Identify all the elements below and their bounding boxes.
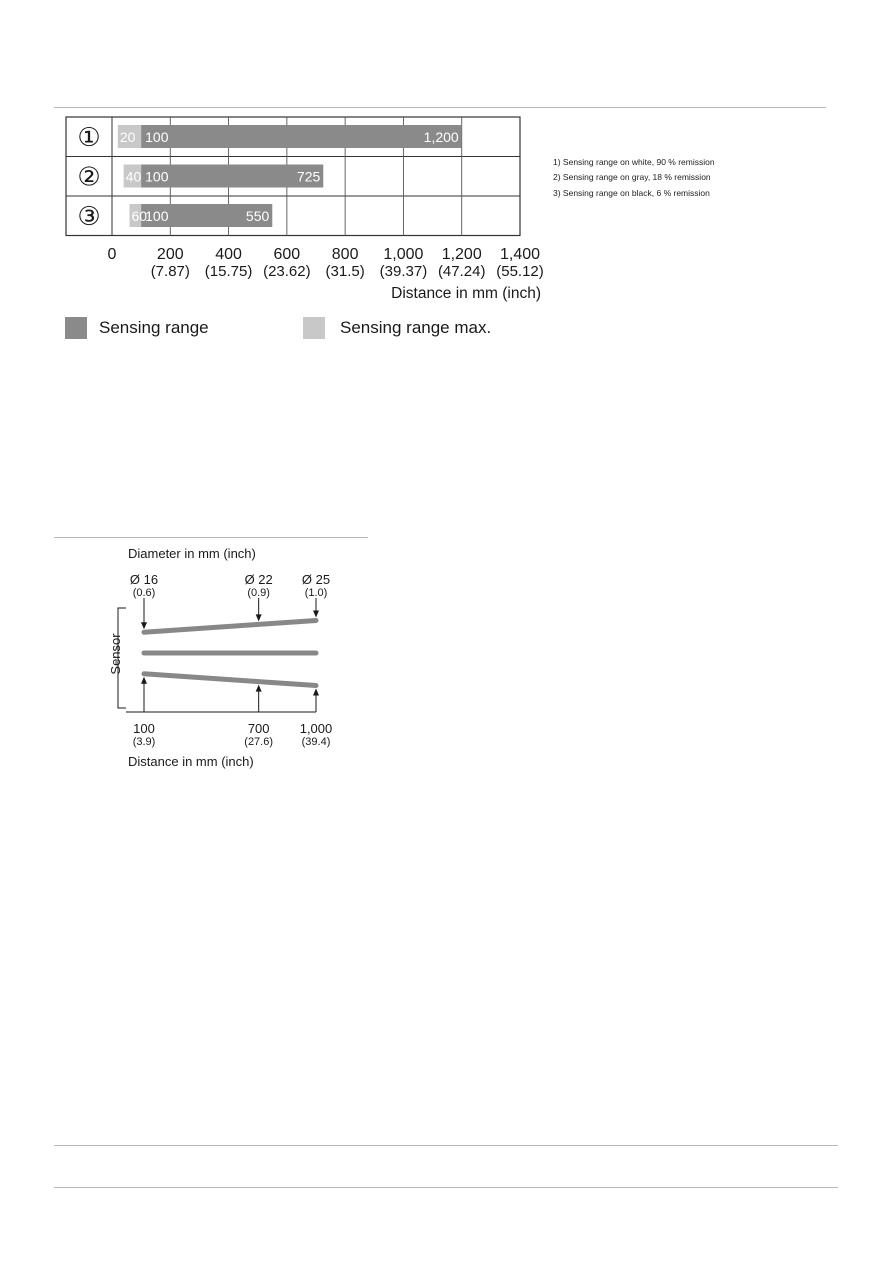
note-2: 2) Sensing range on gray, 18 % remission xyxy=(553,172,711,182)
distance-labels xyxy=(126,677,332,748)
row-marker: ② xyxy=(77,161,101,192)
x-tick-inch-label: (23.62) xyxy=(263,263,311,280)
x-tick-label: 1,400 xyxy=(499,246,541,263)
x-tick-label: 1,200 xyxy=(441,246,482,263)
distance-inch-label: (27.6) xyxy=(244,736,274,748)
x-tick-inch-label: (47.24) xyxy=(437,263,486,280)
legend-label-sensing-range: Sensing range xyxy=(99,318,209,337)
x-tick-inch-label: (31.5) xyxy=(325,263,365,280)
x-axis xyxy=(108,246,544,280)
note-1: 1) Sensing range on white, 90 % remission xyxy=(553,157,715,167)
bar-label-range-end: 1,200 xyxy=(423,128,459,145)
diameter-label: Ø 25 xyxy=(301,572,331,587)
bar-label-range-start: 100 xyxy=(145,168,169,185)
bar-label-max-start: 40 xyxy=(125,168,142,185)
row-marker: ③ xyxy=(77,200,101,231)
footer-rule-1 xyxy=(54,1145,838,1146)
distance-inch-label: (3.9) xyxy=(132,736,156,748)
distance-inch-label: (39.4) xyxy=(301,736,331,748)
beam-diameter-diagram xyxy=(0,530,892,830)
bar-label-range-end: 550 xyxy=(245,207,270,224)
diameter-arrowhead xyxy=(313,611,319,618)
x-tick-label: 0 xyxy=(107,246,117,263)
diameter-inch-label: (0.6) xyxy=(132,587,156,599)
sensor-label: Sensor xyxy=(108,633,123,675)
x-axis-label: Distance in mm (inch) xyxy=(391,285,541,302)
footer-rule-2 xyxy=(54,1187,838,1188)
distance-label: 1,000 xyxy=(299,721,333,736)
x-tick-inch-label: (39.37) xyxy=(379,263,428,280)
beam-upper-edge xyxy=(144,621,316,633)
legend-swatch-sensing-range-max xyxy=(303,317,325,339)
diameter-axis-title: Diameter in mm (inch) xyxy=(128,546,256,561)
beam-lines xyxy=(144,621,316,686)
distance-arrowhead xyxy=(141,677,147,684)
bar-label-range-end: 725 xyxy=(296,168,321,185)
distance-label: 100 xyxy=(133,721,155,736)
chart-rows xyxy=(77,122,461,231)
diameter-label: Ø 22 xyxy=(244,572,273,587)
bar-sensing-range xyxy=(141,125,462,148)
distance-arrowhead xyxy=(256,685,262,692)
x-tick-label: 400 xyxy=(215,246,242,263)
diameter-arrowhead xyxy=(256,614,262,621)
diameter-label: Ø 16 xyxy=(129,572,159,587)
x-tick-label: 1,000 xyxy=(383,246,424,263)
distance-arrowhead xyxy=(313,689,319,696)
note-3: 3) Sensing range on black, 6 % remission xyxy=(553,188,710,198)
x-tick-inch-label: (55.12) xyxy=(496,263,544,280)
x-tick-label: 200 xyxy=(156,246,184,263)
diameter-arrowhead xyxy=(141,622,147,629)
bar-label-range-start: 100 xyxy=(145,128,169,145)
bar-label-max-start: 60 xyxy=(131,207,148,224)
x-tick-inch-label: (7.87) xyxy=(150,263,190,280)
beam-lower-edge xyxy=(144,674,316,686)
row-marker: ① xyxy=(77,121,101,152)
distance-label: 700 xyxy=(247,721,270,736)
diameter-inch-label: (1.0) xyxy=(304,587,328,599)
diameter-inch-label: (0.9) xyxy=(247,587,270,599)
legend-swatch-sensing-range xyxy=(65,317,87,339)
bar-label-range-start: 100 xyxy=(145,207,169,224)
x-tick-label: 800 xyxy=(331,246,359,263)
sensing-range-chart xyxy=(0,0,892,380)
x-tick-inch-label: (15.75) xyxy=(204,263,253,280)
bar-label-max-start: 20 xyxy=(119,128,136,145)
legend-label-sensing-range-max: Sensing range max. xyxy=(340,318,492,337)
distance-axis-title: Distance in mm (inch) xyxy=(128,754,254,769)
x-tick-label: 600 xyxy=(273,246,301,263)
